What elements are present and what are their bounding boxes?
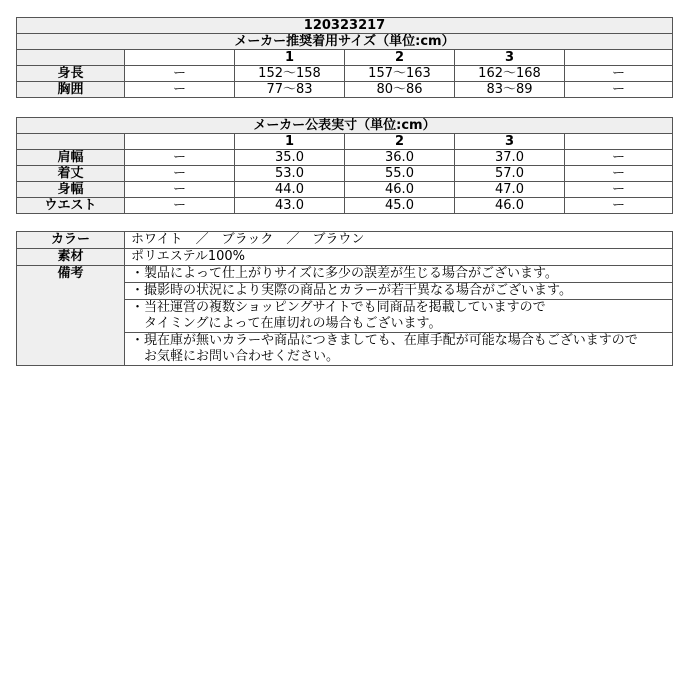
row-label-height: 身長 — [17, 66, 125, 82]
actual-size-title: メーカー公表実寸（単位:cm） — [17, 118, 673, 134]
cell: 36.0 — [345, 150, 455, 166]
table-row — [17, 198, 673, 214]
table-row — [17, 82, 673, 98]
size-col-empty-right — [565, 134, 673, 150]
cell: 152〜158 — [235, 66, 345, 82]
cell: ー — [125, 150, 235, 166]
cell: ー — [125, 66, 235, 82]
cell: ー — [125, 198, 235, 214]
table-row — [17, 150, 673, 166]
recommended-size-title: メーカー推奨着用サイズ（単位:cm） — [17, 34, 673, 50]
corner-cell — [17, 50, 125, 66]
recommended-size-table — [16, 17, 673, 98]
cell: 57.0 — [455, 166, 565, 182]
note-line: タイミングによって在庫切れの場合もございます。 — [131, 316, 442, 331]
size-col-3: 3 — [455, 134, 565, 150]
note-line: ・製品によって仕上がりサイズに多少の誤差が生じる場合がございます。 — [131, 266, 558, 281]
cell: 46.0 — [345, 182, 455, 198]
size-header-row — [17, 134, 673, 150]
cell: ー — [565, 150, 673, 166]
cell: ー — [565, 82, 673, 98]
cell: 45.0 — [345, 198, 455, 214]
color-label: カラー — [17, 232, 125, 249]
cell: ー — [565, 198, 673, 214]
note-line: ・撮影時の状況により実際の商品とカラーが若干異なる場合がございます。 — [131, 283, 572, 298]
cell: 43.0 — [235, 198, 345, 214]
note-line: ・当社運営の複数ショッピングサイトでも同商品を掲載していますので — [131, 300, 546, 315]
note-item — [125, 300, 673, 333]
material-value: ポリエステル100% — [125, 249, 673, 266]
row-label-waist: ウエスト — [17, 198, 125, 214]
cell: ー — [565, 66, 673, 82]
color-row — [17, 232, 673, 249]
size-col-3: 3 — [455, 50, 565, 66]
cell: 55.0 — [345, 166, 455, 182]
product-code: 120323217 — [17, 18, 673, 34]
size-col-2: 2 — [345, 50, 455, 66]
note-line: ・現在庫が無いカラーや商品につきましても、在庫手配が可能な場合もございますので — [131, 333, 638, 348]
size-header-row — [17, 50, 673, 66]
cell: ー — [125, 82, 235, 98]
note-line: お気軽にお問い合わせください。 — [131, 349, 340, 364]
row-label-chest: 胸囲 — [17, 82, 125, 98]
notes-label: 備考 — [17, 266, 125, 366]
cell: 77〜83 — [235, 82, 345, 98]
cell: 162〜168 — [455, 66, 565, 82]
note-item — [125, 283, 673, 300]
actual-size-table — [16, 117, 673, 214]
size-col-2: 2 — [345, 134, 455, 150]
cell: 35.0 — [235, 150, 345, 166]
cell: ー — [125, 166, 235, 182]
color-value: ホワイト ／ ブラック ／ ブラウン — [125, 232, 673, 249]
row-label-shoulder: 肩幅 — [17, 150, 125, 166]
note-item — [125, 266, 673, 283]
corner-cell — [17, 134, 125, 150]
cell: ー — [125, 182, 235, 198]
cell: 53.0 — [235, 166, 345, 182]
material-row — [17, 249, 673, 266]
row-label-length: 着丈 — [17, 166, 125, 182]
cell: 47.0 — [455, 182, 565, 198]
cell: 46.0 — [455, 198, 565, 214]
cell: 37.0 — [455, 150, 565, 166]
cell: ー — [565, 166, 673, 182]
note-item — [125, 333, 673, 366]
product-info-table — [16, 231, 673, 366]
table-row — [17, 66, 673, 82]
size-col-1: 1 — [235, 50, 345, 66]
table-row — [17, 182, 673, 198]
table-row — [17, 166, 673, 182]
cell: 80〜86 — [345, 82, 455, 98]
size-col-empty-left — [125, 134, 235, 150]
size-col-empty-right — [565, 50, 673, 66]
size-col-empty-left — [125, 50, 235, 66]
note-row — [17, 266, 673, 283]
size-col-1: 1 — [235, 134, 345, 150]
cell: 83〜89 — [455, 82, 565, 98]
cell: ー — [565, 182, 673, 198]
cell: 157〜163 — [345, 66, 455, 82]
row-label-width: 身幅 — [17, 182, 125, 198]
cell: 44.0 — [235, 182, 345, 198]
material-label: 素材 — [17, 249, 125, 266]
